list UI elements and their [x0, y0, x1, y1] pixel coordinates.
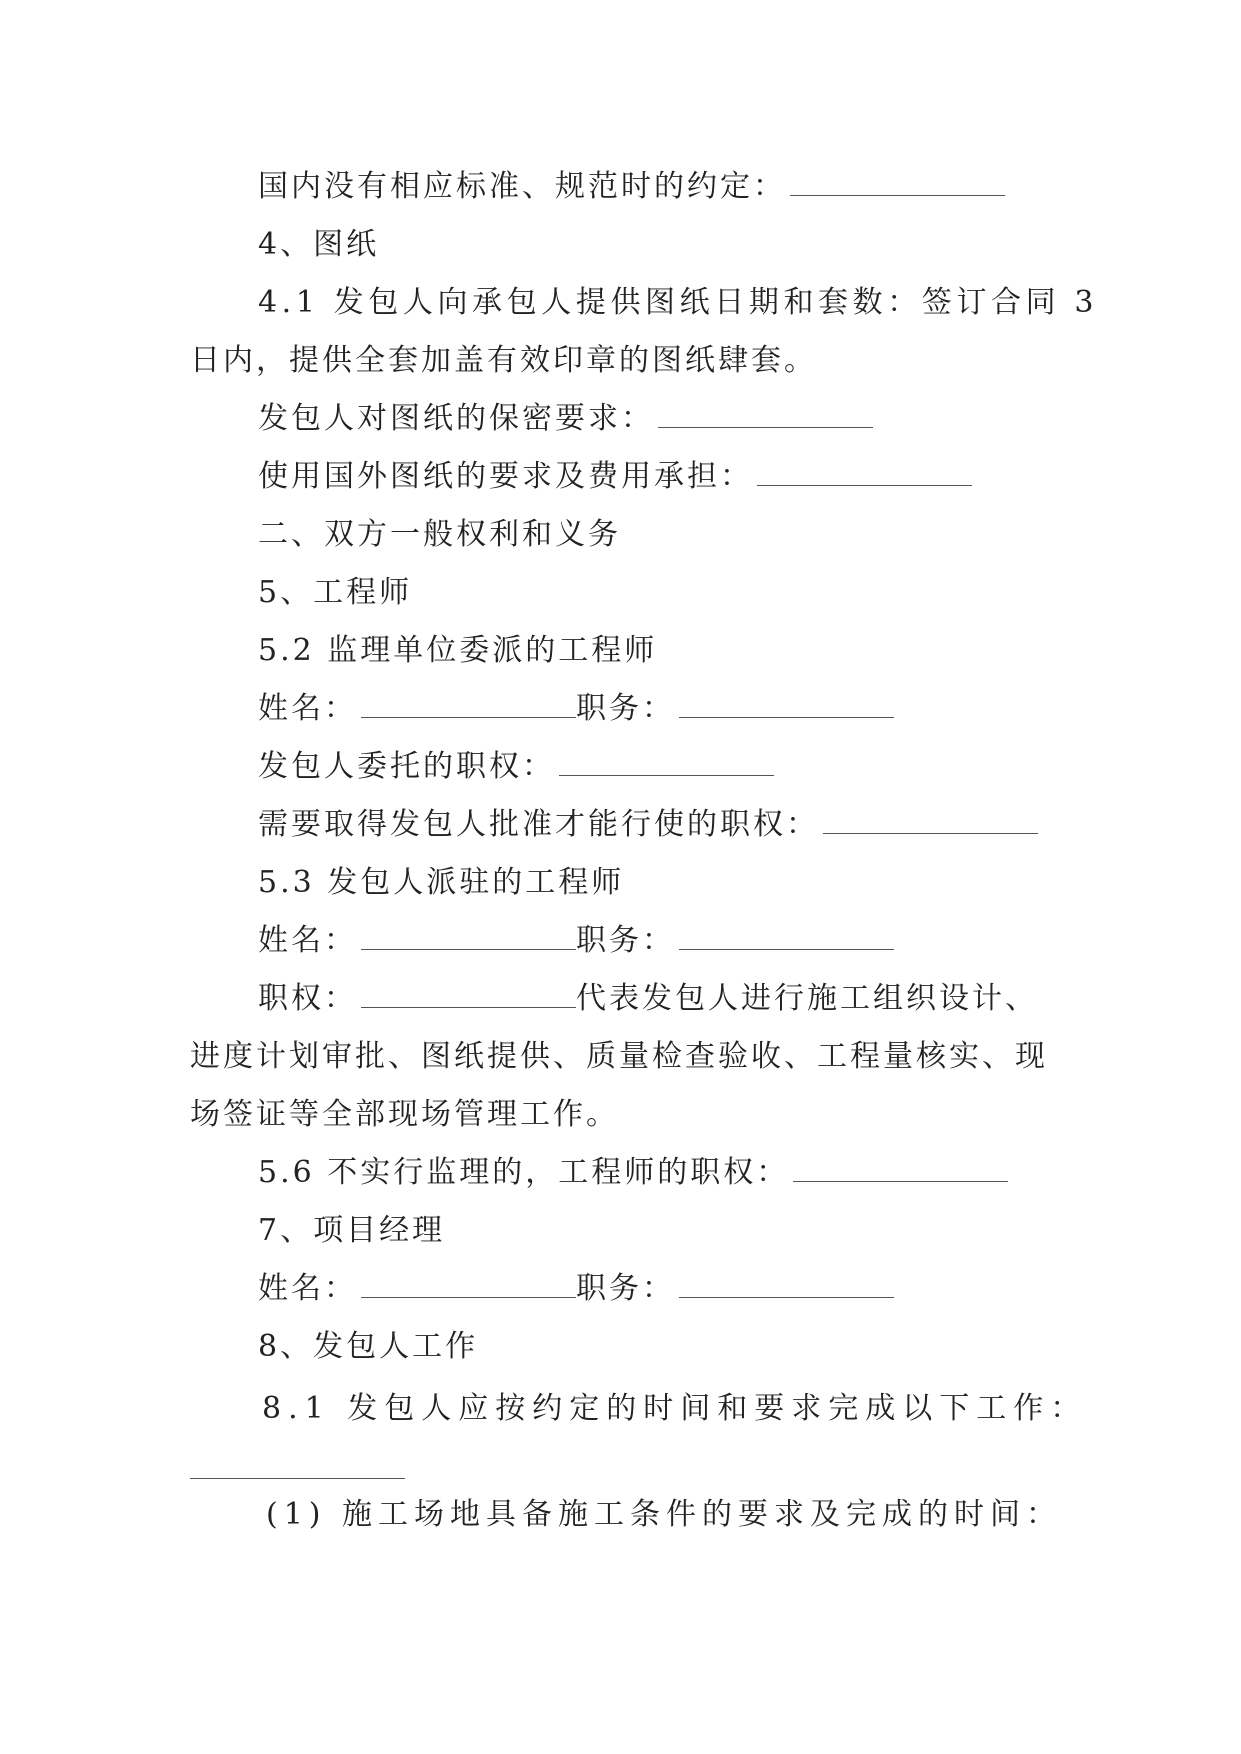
title-label: 职务： [576, 923, 675, 958]
title-label: 职务： [576, 691, 675, 726]
fill-blank[interactable] [757, 459, 972, 486]
heading-text: 7、项目经理 [258, 1213, 446, 1248]
fill-blank[interactable] [559, 749, 774, 776]
clause-4-1-line-2 [190, 342, 817, 380]
fill-blank[interactable] [658, 401, 873, 428]
clause-text: 发包人对图纸的保密要求： [258, 401, 654, 436]
section-heading-rights-obligations [258, 516, 621, 554]
name-blank[interactable] [361, 691, 576, 718]
clause-4-1-line-1 [258, 284, 1098, 322]
name-label: 姓名： [258, 1271, 357, 1306]
fill-blank[interactable] [790, 169, 1005, 196]
section-heading-employer-work [258, 1328, 478, 1366]
clause-text: 5.6 不实行监理的，工程师的职权： [258, 1155, 790, 1190]
clause-5-3-name-title [258, 922, 894, 960]
authority-label: 职权： [258, 981, 357, 1016]
clause-delegated-authority [258, 748, 774, 786]
name-blank[interactable] [361, 1271, 576, 1298]
clause-text: 使用国外图纸的要求及费用承担： [258, 459, 753, 494]
clause-5-2-name-title [258, 690, 894, 728]
clause-5-3-authority-line-2 [190, 1038, 1048, 1076]
section-heading-project-manager [258, 1212, 445, 1250]
heading-text: 8、发包人工作 [258, 1329, 479, 1364]
heading-text: 5、工程师 [258, 575, 413, 610]
clause-drawing-confidentiality [258, 400, 873, 438]
clause-5-2-heading [258, 632, 657, 670]
clause-text: 发包人委托的职权： [258, 749, 555, 784]
clause-domestic-standards [258, 168, 1005, 206]
clause-5-3-heading [258, 864, 624, 902]
title-label: 职务： [576, 1271, 675, 1306]
clause-text: 5.2 监理单位委派的工程师 [258, 633, 658, 668]
clause-text: 需要取得发包人批准才能行使的职权： [258, 807, 819, 842]
title-blank[interactable] [679, 923, 894, 950]
clause-8-1-item-1 [266, 1496, 1062, 1534]
clause-text: 场签证等全部现场管理工作。 [190, 1097, 619, 1132]
clause-text: 4.1 发包人向承包人提供图纸日期和套数：签订合同 3 [258, 285, 1099, 320]
name-label: 姓名： [258, 691, 357, 726]
clause-approval-required-authority [258, 806, 1038, 844]
name-label: 姓名： [258, 923, 357, 958]
clause-text: 国内没有相应标准、规范时的约定： [258, 169, 786, 204]
heading-text: 4、图纸 [258, 227, 380, 262]
clause-5-6-no-supervision [258, 1154, 1008, 1192]
name-blank[interactable] [361, 923, 576, 950]
clause-5-3-authority-line-1 [258, 980, 1038, 1018]
title-blank[interactable] [679, 691, 894, 718]
clause-7-name-title [258, 1270, 894, 1308]
fill-blank[interactable] [793, 1155, 1008, 1182]
clause-8-1-blank[interactable] [190, 1478, 405, 1479]
section-heading-engineer [258, 574, 412, 612]
heading-text: 二、双方一般权利和义务 [258, 517, 621, 552]
clause-text: 代表发包人进行施工组织设计、 [576, 981, 1038, 1016]
clause-text: 8.1 发包人应按约定的时间和要求完成以下工作： [262, 1391, 1088, 1426]
clause-8-1 [262, 1390, 1087, 1428]
section-heading-drawings [258, 226, 379, 264]
clause-5-3-authority-line-3 [190, 1096, 619, 1134]
clause-foreign-drawings [258, 458, 972, 496]
authority-blank[interactable] [361, 981, 576, 1008]
clause-text: (1) 施工场地具备施工条件的要求及完成的时间： [266, 1497, 1063, 1532]
clause-text: 日内，提供全套加盖有效印章的图纸肆套。 [190, 343, 817, 378]
clause-text: 进度计划审批、图纸提供、质量检查验收、工程量核实、现 [190, 1039, 1048, 1074]
title-blank[interactable] [679, 1271, 894, 1298]
clause-text: 5.3 发包人派驻的工程师 [258, 865, 625, 900]
fill-blank[interactable] [823, 807, 1038, 834]
